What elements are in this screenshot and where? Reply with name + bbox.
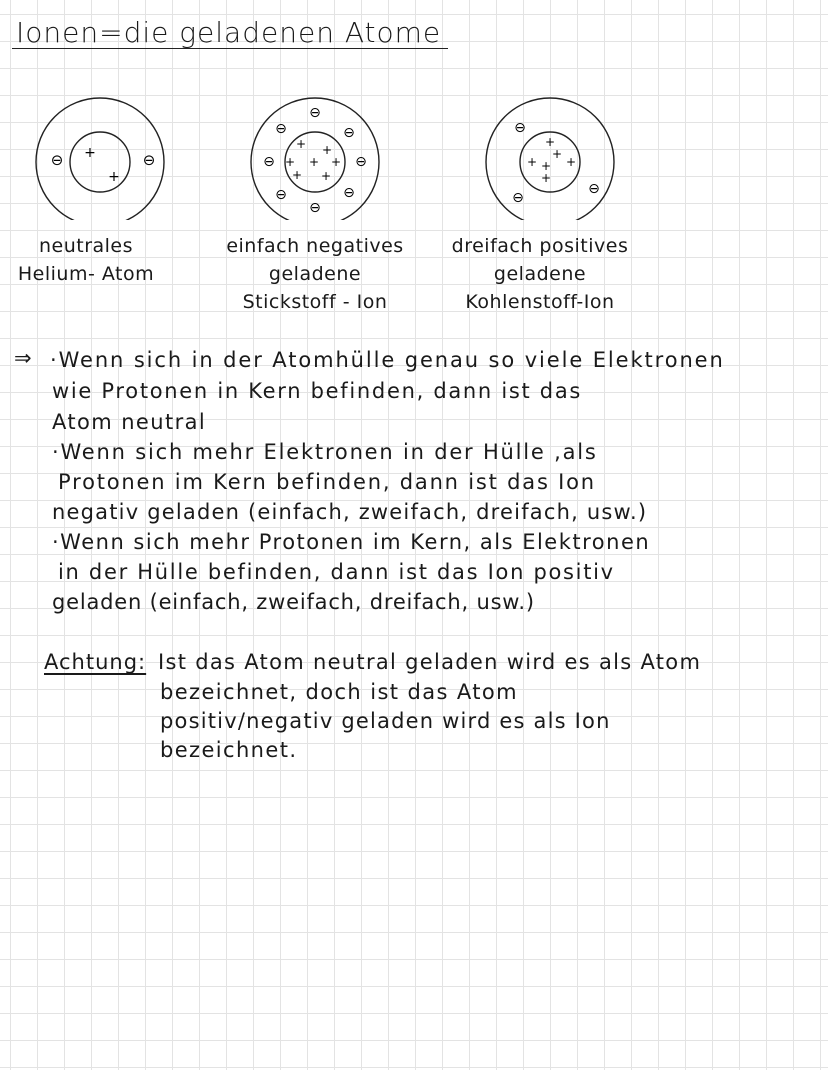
electron-mark: ⊖ xyxy=(355,154,367,170)
note-line: Protonen im Kern befinden, dann ist das Ion xyxy=(58,470,596,494)
proton-mark: + xyxy=(320,169,332,183)
caption-helium xyxy=(0,232,172,288)
proton-mark: + xyxy=(544,135,556,149)
electron-mark: ⊖ xyxy=(512,190,524,206)
page-title: Ionen=die geladenen Atome xyxy=(16,16,442,49)
electron-mark: ⊖ xyxy=(50,151,64,169)
note-line: geladen (einfach, zweifach, dreifach, usw.) xyxy=(52,590,535,614)
proton-mark: + xyxy=(284,155,296,169)
caption-line: dreifach positives xyxy=(451,235,629,257)
caption-line: geladene xyxy=(268,263,362,285)
caption-line: Helium- Atom xyxy=(17,263,155,285)
helium-atom-diagram xyxy=(36,98,164,220)
caption-line: Stickstoff - Ion xyxy=(242,291,388,313)
note-line: negativ geladen (einfach, zweifach, dreifach, usw.) xyxy=(52,500,648,524)
note-line: ·Wenn sich in der Atomhülle genau so viele Elektronen xyxy=(50,348,725,372)
note-line: ·Wenn sich mehr Protonen im Kern, als Elektronen xyxy=(52,530,651,554)
electron-mark: ⊖ xyxy=(263,154,275,170)
electron-mark: ⊖ xyxy=(275,187,287,203)
proton-mark: + xyxy=(540,171,552,185)
achtung-label: Achtung: xyxy=(44,650,147,674)
proton-mark: + xyxy=(321,143,333,157)
electron-mark: ⊖ xyxy=(343,125,355,141)
title-underline xyxy=(12,48,448,49)
helium-nucleus xyxy=(70,132,130,192)
caption-carbon xyxy=(442,232,638,316)
achtung-line: positiv/negativ geladen wird es als Ion xyxy=(160,709,611,733)
electron-mark: ⊖ xyxy=(343,185,355,201)
electron-mark: ⊖ xyxy=(588,181,600,197)
electron-mark: ⊖ xyxy=(275,121,287,137)
achtung-line: Ist das Atom neutral geladen wird es als Atom xyxy=(158,650,702,674)
electron-mark: ⊖ xyxy=(514,120,526,136)
caption-nitrogen xyxy=(212,232,418,316)
proton-mark: + xyxy=(540,159,552,173)
carbon-ion-diagram xyxy=(486,98,614,220)
achtung-line: bezeichnet. xyxy=(160,738,298,762)
note-line: in der Hülle befinden, dann ist das Ion positiv xyxy=(58,560,615,584)
note-line: wie Protonen in Kern befinden, dann ist das xyxy=(52,379,583,403)
proton-mark: + xyxy=(526,155,538,169)
electron-mark: ⊖ xyxy=(309,105,321,121)
note-line: Atom neutral xyxy=(52,410,207,434)
proton-mark: + xyxy=(308,155,320,169)
caption-line: geladene xyxy=(493,263,587,285)
caption-line: neutrales xyxy=(38,235,134,257)
nitrogen-ion-diagram xyxy=(251,98,379,220)
proton-mark: + xyxy=(291,168,303,182)
note-line: ·Wenn sich mehr Elektronen in der Hülle ,als xyxy=(52,440,598,464)
caption-line: einfach negatives xyxy=(226,235,404,257)
proton-mark: + xyxy=(295,137,307,151)
proton-mark: + xyxy=(330,155,342,169)
achtung-line: bezeichnet, doch ist das Atom xyxy=(160,680,519,704)
proton-mark: + xyxy=(565,155,577,169)
electron-mark: ⊖ xyxy=(142,151,156,169)
proton-mark: + xyxy=(551,147,563,161)
caption-line: Kohlenstoff-Ion xyxy=(465,291,615,313)
atom-diagrams xyxy=(0,90,828,220)
arrow-icon: ⇒ xyxy=(14,346,33,370)
electron-mark: ⊖ xyxy=(309,200,321,216)
proton-mark: + xyxy=(84,145,96,161)
proton-mark: + xyxy=(108,169,120,185)
